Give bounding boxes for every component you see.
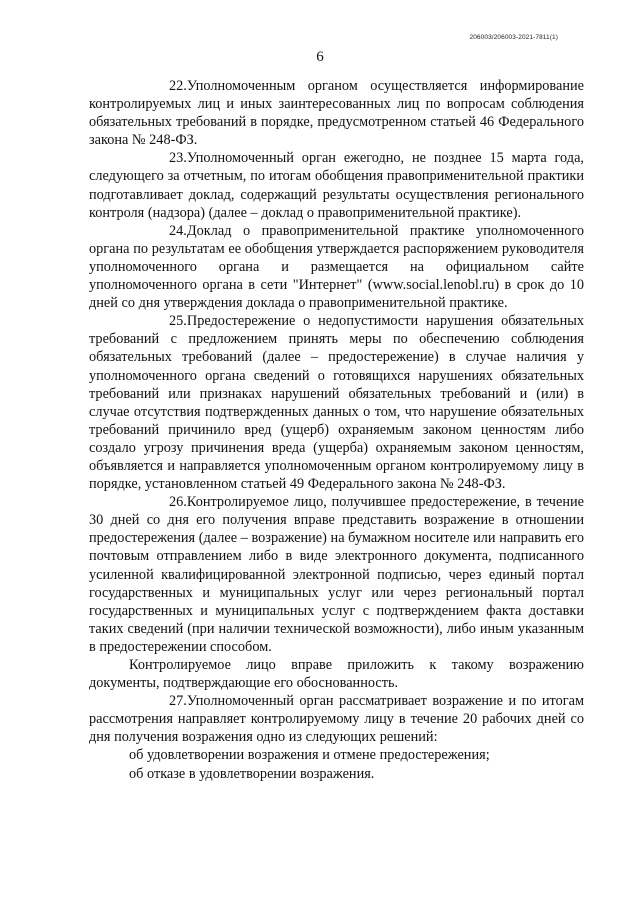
paragraph-text: Уполномоченный орган ежегодно, не позднее 15 марта года, следующего за отчетным, по итогам обобщения правоприменительной практики подготавливает доклад, содержащий результаты осуществления регионального контроля (надзора) (далее – доклад о правоприменительной практике). [89,150,584,221]
paragraph-text: Доклад о правоприменительной практике уполномоченного органа по результатам ее обобщения утверждается распоряжением руководителя уполномоченного органа и размещается на официальном сайте уполномоченного органа в сети "Интернет" (www.social.lenobl.ru) в срок до 10 дней со дня утверждения доклада о правоприменительной практике. [89,222,584,312]
document-registration-number: 206003/206003-2021-7811(1) [469,34,558,41]
paragraph-text: Контролируемое лицо, получившее предостережение, в течение 30 дней со дня его получения вправе представить возражение в отношении предостережения (далее – возражение) на бумажном носителе или направить его почтовым отправлением либо в виде электронного документа, подписанного усиленной квалифицированной электронной подписью, через единый портал государственных и муниципальных услуг или через региональный портал государственных и муниципальных услуг с подтверждением факта доставки таких сведений (при наличии технической возможности), либо иным указанным в предостережении способом. [89,494,584,655]
paragraph-26 [89,493,584,656]
paragraph-number: 26. [169,494,187,511]
paragraph-text: Уполномоченным органом осуществляется информирование контролируемых лиц и иных заинтересованных лиц по вопросам соблюдения обязательных требований в порядке, предусмотренном статьей 46 Федерального закона № 248-ФЗ. [89,78,584,149]
document-body [89,77,584,783]
paragraph-text: Контролируемое лицо вправе приложить к такому возражению документы, подтверждающие его обоснованность. [89,657,584,692]
paragraph-24 [89,222,584,312]
paragraph-text: об удовлетворении возражения и отмене предостережения; [129,747,490,764]
paragraph-number: 23. [169,150,187,167]
paragraph-number: 25. [169,313,187,330]
paragraph-23 [89,149,584,221]
paragraph-27 [89,692,584,746]
paragraph-number: 22. [169,78,187,94]
decision-option-accept [89,746,584,764]
paragraph-text: Уполномоченный орган рассматривает возражение и по итогам рассмотрения направляет контролируемому лицу в течение 20 рабочих дней со дня получения возражения одно из следующих решений: [89,693,584,746]
paragraph-text: об отказе в удовлетворении возражения. [129,765,375,782]
paragraph-number: 27. [169,693,187,710]
paragraph-number: 24. [169,222,187,239]
paragraph-26-continuation [89,656,584,692]
page-number: 6 [316,49,324,65]
decision-option-reject [89,765,584,783]
paragraph-22 [89,77,584,149]
paragraph-25 [89,312,584,493]
paragraph-text: Предостережение о недопустимости нарушения обязательных требований с предложением принять меры по обеспечению соблюдения обязательных требований (далее – предостережение) в случае наличия у уполномоченного органа сведений о готовящихся нарушениях обязательных требований или признаках нарушений обязательных требований и (или) в случае отсутствия подтвержденных данных о том, что нарушение обязательных требований причинило вред (ущерб) охраняемым законом ценностям либо создало угрозу причинения вреда (ущерба) охраняемым законом ценностям, объявляется и направляется уполномоченным органом контролируемому лицу в порядке, установленном статьей 49 Федерального закона № 248-ФЗ. [89,313,584,493]
